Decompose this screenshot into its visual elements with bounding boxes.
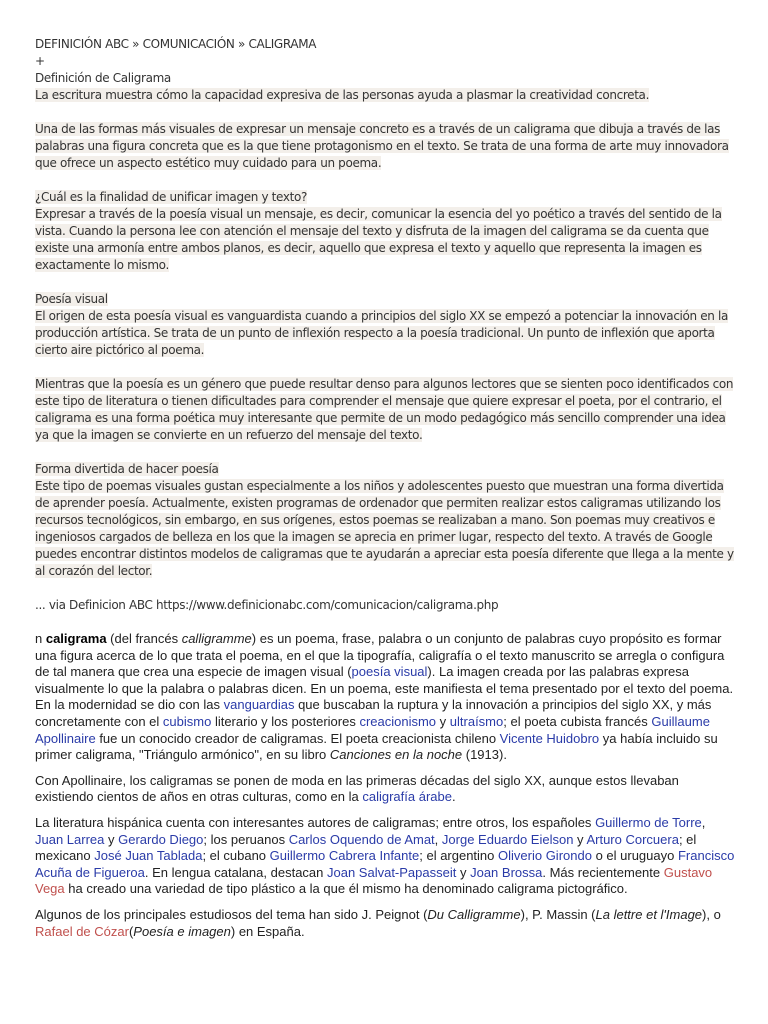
link-gerardo-diego[interactable]: Gerardo Diego <box>118 831 204 847</box>
article <box>35 36 735 949</box>
text: y <box>104 831 119 847</box>
definicion-abc-excerpt <box>35 36 735 614</box>
link-vanguardias[interactable]: vanguardias <box>223 697 295 713</box>
link-jose-juan-tablada[interactable]: José Juan Tablada <box>94 848 203 864</box>
text: (del francés <box>106 631 182 646</box>
question-body: Expresar a través de la poesía visual un mensaje, es decir, comunicar la esencia del yo poético a través del sentido de la vista. Cuando la persona lee con atención el mensaje del texto y disfruta de la imagen del caligrama se da cuenta que existe una armonía entre ambos planos, es decir, aquello que expresa el texto y aquello que representa la imagen es exactamente lo mismo. <box>35 207 722 272</box>
book-title: Canciones en la noche <box>329 747 463 763</box>
link-caligrafia-arabe[interactable]: caligrafía árabe <box>362 789 452 805</box>
text: ; el mexicano <box>35 831 697 864</box>
text: y <box>573 831 587 847</box>
link-guillermo-de-torre[interactable]: Guillermo de Torre <box>595 814 702 830</box>
plus-marker: + <box>35 54 45 68</box>
wikipedia-excerpt <box>35 631 735 940</box>
text: Algunos de los principales estudiosos del tema han sido J. Peignot ( <box>35 906 428 922</box>
link-gustavo-vega[interactable]: Gustavo Vega <box>35 864 713 897</box>
text: , <box>701 814 706 830</box>
text: que buscaban la ruptura y la innovación a principios del siglo XX, y más concretamente con el <box>35 697 712 729</box>
text: ; los peruanos <box>203 831 289 847</box>
link-francisco-acuna-de-figueroa[interactable]: Francisco Acuña de Figueroa <box>35 848 735 880</box>
link-arturo-corcuera[interactable]: Arturo Corcuera <box>586 831 679 847</box>
text: , <box>434 831 442 847</box>
question-heading: ¿Cuál es la finalidad de unificar imagen y texto? <box>35 190 307 204</box>
wiki-paragraph-1 <box>35 631 735 764</box>
text: Con Apollinaire, los caligramas se ponen de moda en las primeras décadas del siglo XX, aunque estos llevaban existiendo cientos de años en otras culturas, como en la <box>35 772 679 805</box>
term-italic: calligramme <box>181 631 252 646</box>
text: (1913). <box>462 747 507 763</box>
text: ), o <box>702 906 721 922</box>
paragraph-2: Mientras que la poesía es un género que puede resultar denso para algunos lectores que se sienten poco identificados con este tipo de literatura o tienen dificultades para comprender el mensaje que quiere expresar el poeta, por el contrario, el caligrama es una forma poética muy interesante que permite de un modo pedagógico más sencillo comprender una idea ya que la imagen se convierte en un refuerzo del mensaje del texto. <box>35 377 734 442</box>
paragraph-1: Una de las formas más visuales de expresar un mensaje concreto es a través de un caligrama que dibuja a través de las palabras una figura concreta que es la que tiene protagonismo en el texto. Se trata de una forma de arte muy innovadora que ofrece un aspecto estético muy cuidado para un poema. <box>35 122 729 170</box>
forma-divertida-heading: Forma divertida de hacer poesía <box>35 462 219 476</box>
text: ), P. Massin ( <box>520 906 596 922</box>
source-link-text: ... via Definicion ABC https://www.definicionabc.com/comunicacion/caligrama.php <box>35 598 499 612</box>
link-creacionismo[interactable]: creacionismo <box>359 713 437 729</box>
poesia-visual-heading: Poesía visual <box>35 292 108 306</box>
link-guillaume-apollinaire[interactable]: Guillaume Apollinaire <box>35 713 710 746</box>
forma-divertida-body: Este tipo de poemas visuales gustan especialmente a los niños y adolescentes puesto que muestran una forma divertida de aprender poesía. Actualmente, existen programas de ordenador que permiten realizar estos caligramas utilizando los recursos tecnológicos, sin embargo, en sus orígenes, estos poemas se realizaban a mano. Son poemas muy creativos e ingeniosos cargados de belleza en los que la imagen se aprecia en primer lugar, respecto del texto. A través de Google puedes encontrar distintos modelos de caligramas que te ayudarán a apreciar esta poesía diferente que llega a la mente y al corazón del lector. <box>35 479 734 578</box>
book-title: Poesía e imagen <box>133 923 231 939</box>
text: ; el argentino <box>419 848 499 864</box>
link-ultraismo[interactable]: ultraísmo <box>449 713 504 729</box>
text: ha creado una variedad de tipo plástico a la que él mismo ha denominado caligrama pictográfico. <box>64 881 628 897</box>
text: . <box>451 789 456 805</box>
text: ( <box>128 923 134 939</box>
text: . Más recientemente <box>542 864 664 880</box>
link-carlos-oquendo-de-amat[interactable]: Carlos Oquendo de Amat <box>288 831 435 847</box>
poesia-visual-body: El origen de esta poesía visual es vanguardista cuando a principios del siglo XX se empezó a potenciar la innovación en la producción artística. Se trata de un punto de inflexión respecto a la poesía tradicional. Un punto de inflexión que aporta cierto aire pictórico al poema. <box>35 309 728 357</box>
text: y <box>456 864 471 880</box>
book-title: Du Calligramme <box>427 906 521 922</box>
page-title: Definición de Caligrama <box>35 71 171 85</box>
link-rafael-de-cozar[interactable]: Rafael de Cózar <box>35 923 129 939</box>
link-jorge-eduardo-eielson[interactable]: Jorge Eduardo Eielson <box>441 831 574 847</box>
wiki-paragraph-4 <box>35 907 735 940</box>
text: ; el poeta cubista francés <box>503 713 652 729</box>
link-joan-salvat-papasseit[interactable]: Joan Salvat-Papasseit <box>327 864 457 880</box>
text: y <box>436 713 450 729</box>
wiki-paragraph-3 <box>35 815 735 898</box>
term-bold: caligrama <box>45 631 107 646</box>
book-title: La lettre et l'Image <box>595 906 703 922</box>
link-juan-larrea[interactable]: Juan Larrea <box>35 831 105 847</box>
breadcrumb: DEFINICIÓN ABC » COMUNICACIÓN » CALIGRAMA <box>35 37 317 51</box>
text: ya había incluido su primer caligrama, "Triángulo armónico", en su libro <box>35 730 718 763</box>
text: ; el cubano <box>202 848 270 864</box>
text: ) es un poema, frase, palabra o un conjunto de palabras cuyo propósito es formar una figura acerca de lo que trata el poema, en el que la tipografía, caligrafía o el texto manuscrito se arregla o configura de tal manera que crea una especie de imagen visual ( <box>35 631 725 680</box>
link-oliverio-girondo[interactable]: Oliverio Girondo <box>498 848 592 864</box>
link-cubismo[interactable]: cubismo <box>162 713 212 729</box>
text: literario y los posteriores <box>211 713 360 729</box>
link-guillermo-cabrera-infante[interactable]: Guillermo Cabrera Infante <box>269 848 420 864</box>
text: n <box>35 631 46 646</box>
text: . En lengua catalana, destacan <box>144 864 327 880</box>
text: ) en España. <box>230 923 305 939</box>
text: fue un conocido creador de caligramas. El poeta creacionista chileno <box>95 730 500 746</box>
link-joan-brossa[interactable]: Joan Brossa <box>470 864 543 880</box>
text: ). La imagen creada por las palabras expresa visualmente lo que la palabra o palabras dicen. En un poema, este manifiesta el tema presentado por el texto del poema. En la modernidad se dio con las <box>35 664 734 713</box>
link-vicente-huidobro[interactable]: Vicente Huidobro <box>499 730 600 746</box>
link-poesia-visual[interactable]: poesía visual <box>351 664 428 680</box>
wiki-paragraph-2 <box>35 773 735 806</box>
intro-text: La escritura muestra cómo la capacidad expresiva de las personas ayuda a plasmar la creatividad concreta. <box>35 88 650 102</box>
text: o el uruguayo <box>591 848 678 864</box>
text: La literatura hispánica cuenta con interesantes autores de caligramas; entre otros, los españoles <box>35 814 596 830</box>
